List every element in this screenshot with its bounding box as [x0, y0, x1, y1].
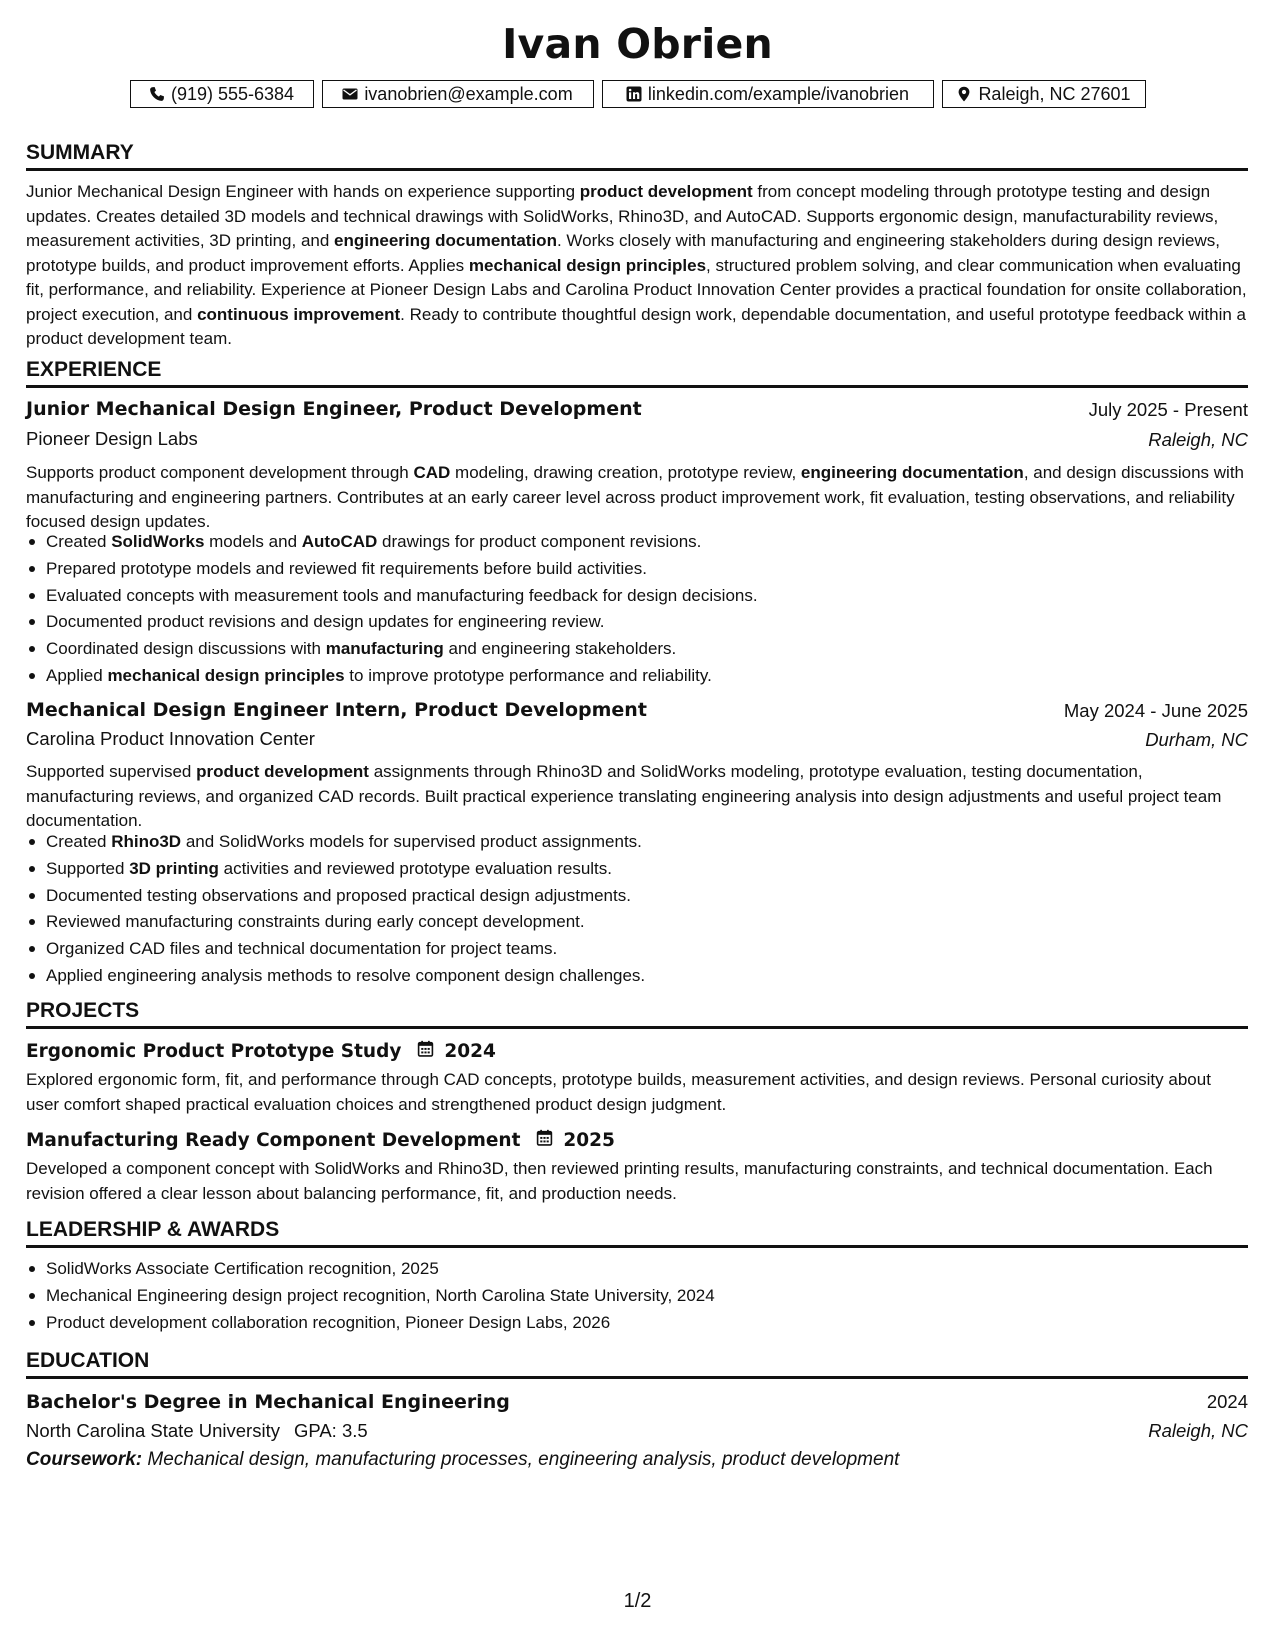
project-name: Ergonomic Product Prototype Study — [26, 1040, 402, 1062]
text-run: Supported — [46, 858, 130, 878]
text-run: and engineering stakeholders. — [443, 639, 677, 659]
job-dates: July 2025 - Present — [1088, 399, 1248, 420]
text-run: Reviewed manufacturing constraints during early concept development. — [46, 912, 585, 932]
text-run: Applied engineering analysis methods to resolve component design challenges. — [46, 965, 646, 985]
location-text: Raleigh, NC 27601 — [978, 83, 1131, 104]
phone-contact — [130, 80, 314, 108]
keyword-emphasis: 3D printing — [129, 858, 219, 878]
keyword-emphasis: product development — [196, 762, 369, 781]
company-name: Pioneer Design Labs — [26, 428, 198, 449]
text-run: modeling, drawing creation, prototype review, — [450, 463, 801, 482]
text-run: from concept modeling through prototype testing and design updates. Creates detailed 3D models and technical drawings with SolidWorks, Rhino3D, and AutoCAD. Supports ergonomic design, manufacturability reviews, measurement activities, 3D printing, and — [26, 182, 1219, 250]
job-description — [26, 461, 1248, 535]
bullet-item — [44, 936, 1266, 963]
candidate-name: Ivan Obrien — [502, 20, 773, 68]
keyword-emphasis: AutoCAD — [301, 532, 378, 551]
bullet-item — [44, 636, 1266, 663]
job-description — [26, 760, 1248, 834]
job-title: Mechanical Design Engineer Intern, Product Development — [26, 699, 647, 721]
text-run: . Works closely with manufacturing and engineering stakeholders during design reviews, prototype builds, and product improvement efforts. Applies — [26, 231, 1220, 275]
education-heading: EDUCATION — [26, 1349, 1248, 1379]
text-run: activities and reviewed prototype evaluation results. — [218, 858, 613, 878]
phone-number: (919) 555-6384 — [170, 83, 295, 104]
keyword-emphasis: engineering documentation — [800, 463, 1024, 482]
keyword-emphasis: continuous improvement — [197, 304, 401, 324]
bullet-item — [44, 883, 1266, 910]
project-name: Manufacturing Ready Component Development — [26, 1129, 521, 1151]
linkedin-contact[interactable] — [602, 80, 934, 108]
text-run: Supported supervised — [26, 762, 197, 781]
award-item: Product development collaboration recognition, Pioneer Design Labs, 2026 — [44, 1310, 1266, 1337]
coursework — [26, 1449, 899, 1471]
text-run: models and — [204, 532, 302, 551]
page-number: 1/2 — [623, 1590, 652, 1612]
keyword-emphasis: manufacturing — [325, 639, 444, 659]
bullet-item — [44, 829, 1266, 856]
map-marker-icon — [956, 86, 972, 102]
contact-bar — [0, 80, 1275, 108]
bullet-item — [44, 529, 1266, 556]
email-address[interactable]: ivanobrien@example.com — [364, 83, 573, 104]
job-dates: May 2024 - June 2025 — [1063, 700, 1248, 721]
coursework-label: Coursework: — [26, 1449, 143, 1470]
leadership-heading: LEADERSHIP & AWARDS — [26, 1218, 1248, 1248]
calendar-icon — [411, 1040, 434, 1062]
text-run: Created — [46, 832, 112, 851]
summary-text — [26, 180, 1248, 352]
project-description: Developed a component concept with SolidWorks and Rhino3D, then reviewed printing results, manufacturing constraints, and technical documentation. Each revision offered a clear lesson about balancing performance, fit, and production needs. — [26, 1159, 1213, 1203]
text-run: Prepared prototype models and reviewed fit requirements before build activities. — [46, 558, 647, 578]
project-header — [26, 1040, 496, 1062]
text-run: to improve prototype performance and reliability. — [344, 665, 712, 685]
keyword-emphasis: engineering documentation — [334, 231, 557, 250]
experience-heading: EXPERIENCE — [26, 358, 1248, 388]
award-item: Mechanical Engineering design project recognition, North Carolina State University, 2024 — [44, 1283, 1266, 1310]
awards-list — [26, 1256, 1266, 1336]
job-bullets — [26, 529, 1266, 690]
phone-icon — [149, 86, 165, 102]
keyword-emphasis: mechanical design principles — [468, 255, 707, 275]
text-run: Documented product revisions and design updates for engineering review. — [46, 612, 605, 632]
project-year: 2024 — [444, 1040, 496, 1062]
bullet-item — [44, 609, 1266, 636]
linkedin-url[interactable]: linkedin.com/example/ivanobrien — [647, 83, 910, 104]
location-contact — [942, 80, 1146, 108]
project-year: 2025 — [563, 1129, 615, 1151]
bullet-item — [44, 556, 1266, 583]
text-run: and SolidWorks models for supervised product assignments. — [181, 832, 642, 851]
bullet-item — [44, 663, 1266, 690]
text-run: drawings for product component revisions. — [377, 532, 702, 551]
job-bullets — [26, 829, 1266, 990]
text-run: Organized CAD files and technical documentation for project teams. — [46, 939, 558, 959]
text-run: , and design discussions with manufacturing and engineering partners. Contributes at an early career level across product improvement work, fit evaluation, testing observations, and reliability focused design updates. — [26, 463, 1244, 531]
school-name: North Carolina State University — [26, 1420, 280, 1441]
degree-title: Bachelor's Degree in Mechanical Engineering — [26, 1391, 510, 1413]
project-description: Explored ergonomic form, fit, and performance through CAD concepts, prototype builds, measurement activities, and design reviews. Personal curiosity about user comfort shaped practical evaluation choices and strengthened product design judgment. — [26, 1070, 1211, 1114]
bullet-item — [44, 909, 1266, 936]
text-run: Coordinated design discussions with — [46, 639, 326, 659]
linkedin-icon — [626, 86, 642, 102]
text-run: Created — [46, 532, 112, 551]
coursework-text: Mechanical design, manufacturing processes, engineering analysis, product development — [147, 1449, 900, 1470]
text-run: . Ready to contribute thoughtful design work, dependable documentation, and useful prototype feedback within a product development team. — [26, 304, 1246, 348]
text-run: Junior Mechanical Design Engineer with hands on experience supporting — [26, 182, 580, 201]
bullet-item — [44, 856, 1266, 883]
keyword-emphasis: CAD — [413, 463, 451, 482]
job-location: Durham, NC — [1145, 729, 1248, 750]
text-run: Supports product component development through — [26, 463, 414, 482]
keyword-emphasis: mechanical design principles — [107, 665, 345, 685]
job-location: Raleigh, NC — [1148, 429, 1248, 450]
keyword-emphasis: SolidWorks — [111, 532, 205, 551]
text-run: Evaluated concepts with measurement tools and manufacturing feedback for design decisions. — [46, 585, 758, 605]
bullet-item — [44, 583, 1266, 610]
keyword-emphasis: product development — [579, 182, 753, 201]
school-line — [26, 1420, 368, 1442]
text-run: assignments through Rhino3D and SolidWorks modeling, prototype evaluation, testing documentation, manufacturing reviews, and organized CAD records. Built practical experience translating engineering analysis into design adjustments and useful project team documentation. — [26, 762, 1222, 830]
job-title: Junior Mechanical Design Engineer, Product Development — [26, 398, 642, 420]
gpa: GPA: 3.5 — [293, 1420, 368, 1441]
email-contact[interactable] — [322, 80, 594, 108]
calendar-icon — [530, 1129, 553, 1151]
keyword-emphasis: Rhino3D — [111, 832, 182, 851]
text-run: Documented testing observations and proposed practical design adjustments. — [46, 885, 631, 905]
school-location: Raleigh, NC — [1148, 1420, 1248, 1441]
award-item: SolidWorks Associate Certification recognition, 2025 — [44, 1256, 1266, 1283]
project-header — [26, 1129, 615, 1151]
company-name: Carolina Product Innovation Center — [26, 728, 315, 749]
text-run: , structured problem solving, and clear communication when evaluating fit, performance, and reliability. Experience at Pioneer Design Labs and Carolina Product Innovation Center provides a practical foundation for onsite collaboration, project execution, and — [26, 255, 1247, 324]
summary-heading: SUMMARY — [26, 141, 1248, 171]
envelope-icon — [342, 86, 358, 102]
bullet-item — [44, 963, 1266, 990]
projects-heading: PROJECTS — [26, 999, 1248, 1029]
text-run: Applied — [46, 665, 108, 685]
graduation-year: 2024 — [1206, 1391, 1248, 1412]
